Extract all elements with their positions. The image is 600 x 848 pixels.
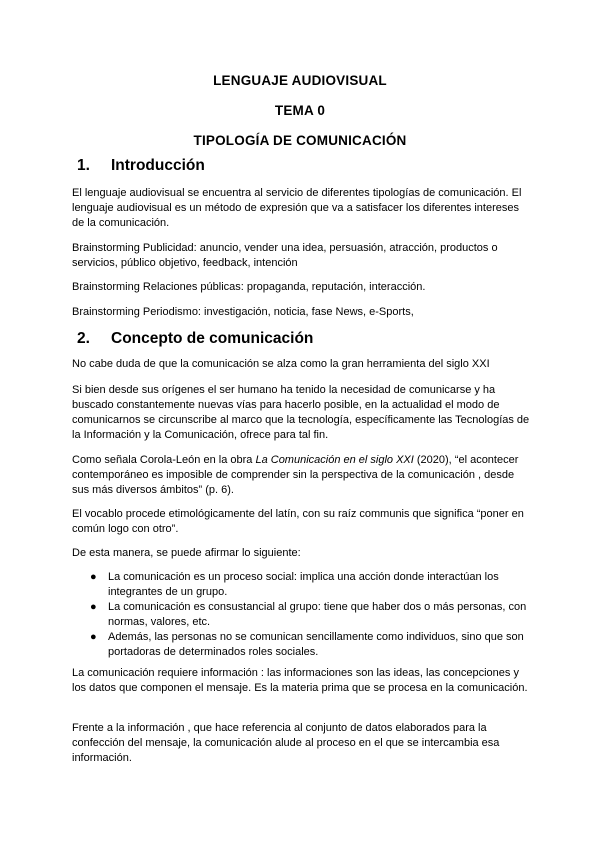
document-subtitle-tema: TEMA 0 <box>274 103 326 118</box>
bullet-icon: ● <box>90 631 97 643</box>
list-item: ● La comunicación es un proceso social: implica una acción donde interactúan los integrantes de un grupo. <box>90 571 499 598</box>
book-title: La Comunicación en el siglo XXI <box>255 454 414 466</box>
bullet-list <box>90 570 530 660</box>
citation-quote: (2020), “el acontecer contemporáneo es imposible de comprender sin la perspectiva de la comunicación , desde sus más diversos ámbitos” (p. 6). <box>72 454 519 496</box>
paragraph-siglo-xxi: No cabe duda de que la comunicación se alza como la gran herramienta del siglo XXI <box>72 358 490 370</box>
paragraph-brainstorming-periodismo: Brainstorming Periodismo: investigación, noticia, fase News, e-Sports, <box>72 306 414 318</box>
citation-intro: Como señala Corola-León en la obra <box>72 454 256 466</box>
section-heading-introduccion <box>77 157 205 175</box>
section-title: Concepto de comunicación <box>111 330 314 347</box>
document-subtitle-tipologia: TIPOLOGÍA DE COMUNICACIÓN <box>193 133 407 148</box>
paragraph-etimologia: El vocablo procede etimológicamente del latín, con su raíz communis que significa “poner en común logo con otro”. <box>72 508 524 535</box>
bullet-icon: ● <box>90 571 97 583</box>
paragraph-brainstorming-publicidad: Brainstorming Publicidad: anuncio, vender una idea, persuasión, atracción, productos o servicios, público objetivo, feedback, intención <box>72 242 498 269</box>
paragraph-brainstorming-rrpp: Brainstorming Relaciones públicas: propaganda, reputación, interacción. <box>72 281 426 293</box>
paragraph-informacion: La comunicación requiere información : las informaciones son las ideas, las concepciones y los datos que componen el mensaje. Es la materia prima que se procesa en la comunicación. <box>72 667 528 694</box>
list-item: ● La comunicación es consustancial al grupo: tiene que haber dos o más personas, con normas, valores, etc. <box>90 601 527 628</box>
section-title: Introducción <box>111 157 205 174</box>
list-item: ● Además, las personas no se comunican sencillamente como individuos, sino que son portadoras de determinados roles sociales. <box>90 631 524 658</box>
paragraph-afirmar: De esta manera, se puede afirmar lo siguiente: <box>72 547 301 559</box>
paragraph-corola-leon <box>72 453 532 498</box>
document-title: LENGUAJE AUDIOVISUAL <box>213 73 387 88</box>
paragraph-origenes: Si bien desde sus orígenes el ser humano ha tenido la necesidad de comunicarse y ha buscado constantemente nuevas vías para hacerlo posible, en la actualidad el modo de comunicarnos se circunscribe al marco que la tecnología, específicamente las Tecnologías de la Información y la Comunicación, ofrece para tal fin. <box>72 384 530 441</box>
paragraph-frente-informacion: Frente a la información , que hace referencia al conjunto de datos elaborados para la confección del mensaje, la comunicación alude al proceso en el que se intercambia esa información. <box>72 722 500 764</box>
bullet-icon: ● <box>90 601 97 613</box>
section-number: 1. <box>77 157 90 174</box>
section-number: 2. <box>77 330 90 347</box>
section-heading-concepto <box>77 330 313 348</box>
paragraph-intro: El lenguaje audiovisual se encuentra al servicio de diferentes tipologías de comunicación. El lenguaje audiovisual es un método de expresión que va a satisfacer los diferentes intereses de la comunicación. <box>72 187 522 229</box>
